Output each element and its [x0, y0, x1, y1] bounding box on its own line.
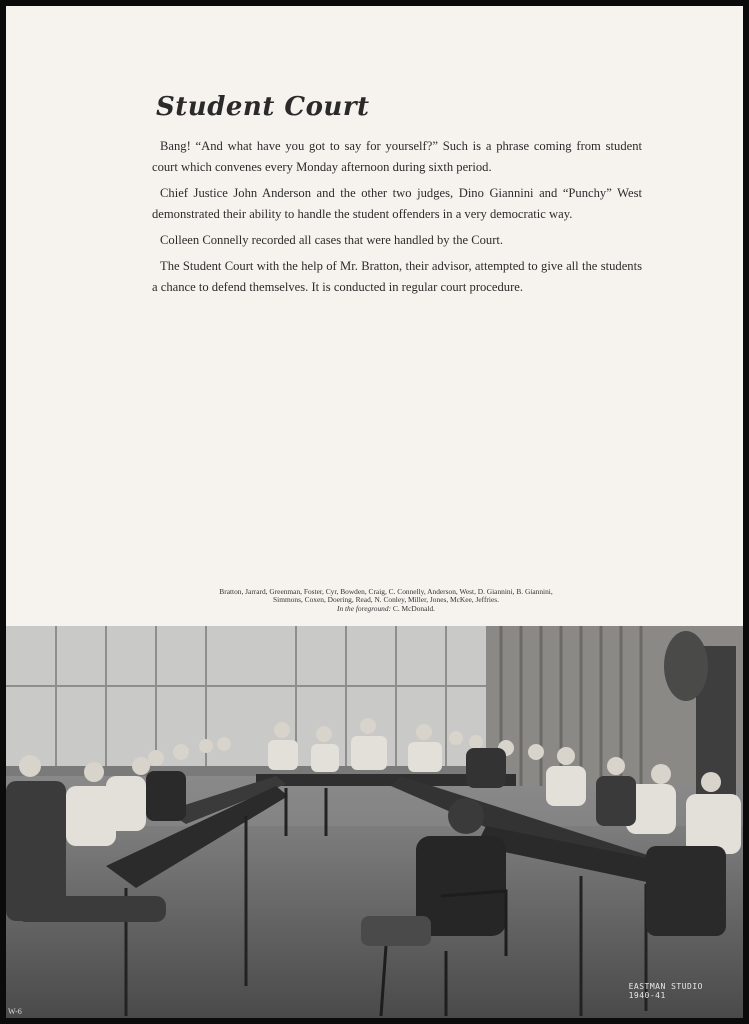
yearbook-page — [6, 6, 743, 1018]
studio-year: 1940-41 — [628, 991, 666, 1000]
page-title: Student Court — [156, 92, 370, 122]
photo-caption — [126, 588, 646, 613]
article-body — [152, 136, 642, 303]
page-mark: W-6 — [8, 1007, 22, 1016]
group-photo — [6, 626, 743, 1018]
foreground-label: In the foreground: — [336, 603, 392, 613]
foreground-name: C. McDonald. — [392, 603, 435, 613]
caption-line-2: Simmons, Coxen, Doering, Read, N. Conley, Miller, Jones, McKee, Jeffries. — [273, 595, 499, 605]
paragraph-3: Colleen Connelly recorded all cases that were handled by the Court. — [160, 233, 504, 247]
classroom-scene — [6, 626, 743, 1018]
paragraph-2: Chief Justice John Anderson and the other two judges, Dino Giannini and “Punchy” West demonstrated their ability to handle the student offenders in a very democratic way. — [152, 186, 642, 221]
studio-name: EASTMAN STUDIO — [628, 982, 703, 991]
studio-stamp — [629, 982, 703, 1000]
caption-line-1: Bratton, Jarrard, Greenman, Foster, Cyr, Bowden, Craig, C. Connelly, Anderson, West, D. Giannini, B. Giannini, — [219, 587, 553, 596]
paragraph-4: The Student Court with the help of Mr. Bratton, their advisor, attempted to give all the students a chance to defend themselves. It is conducted in regular court procedure. — [152, 259, 642, 294]
caption-line-3 — [126, 605, 646, 613]
paragraph-1: Bang! “And what have you got to say for yourself?” Such is a phrase coming from student court which convenes every Monday afternoon during sixth period. — [152, 139, 642, 174]
